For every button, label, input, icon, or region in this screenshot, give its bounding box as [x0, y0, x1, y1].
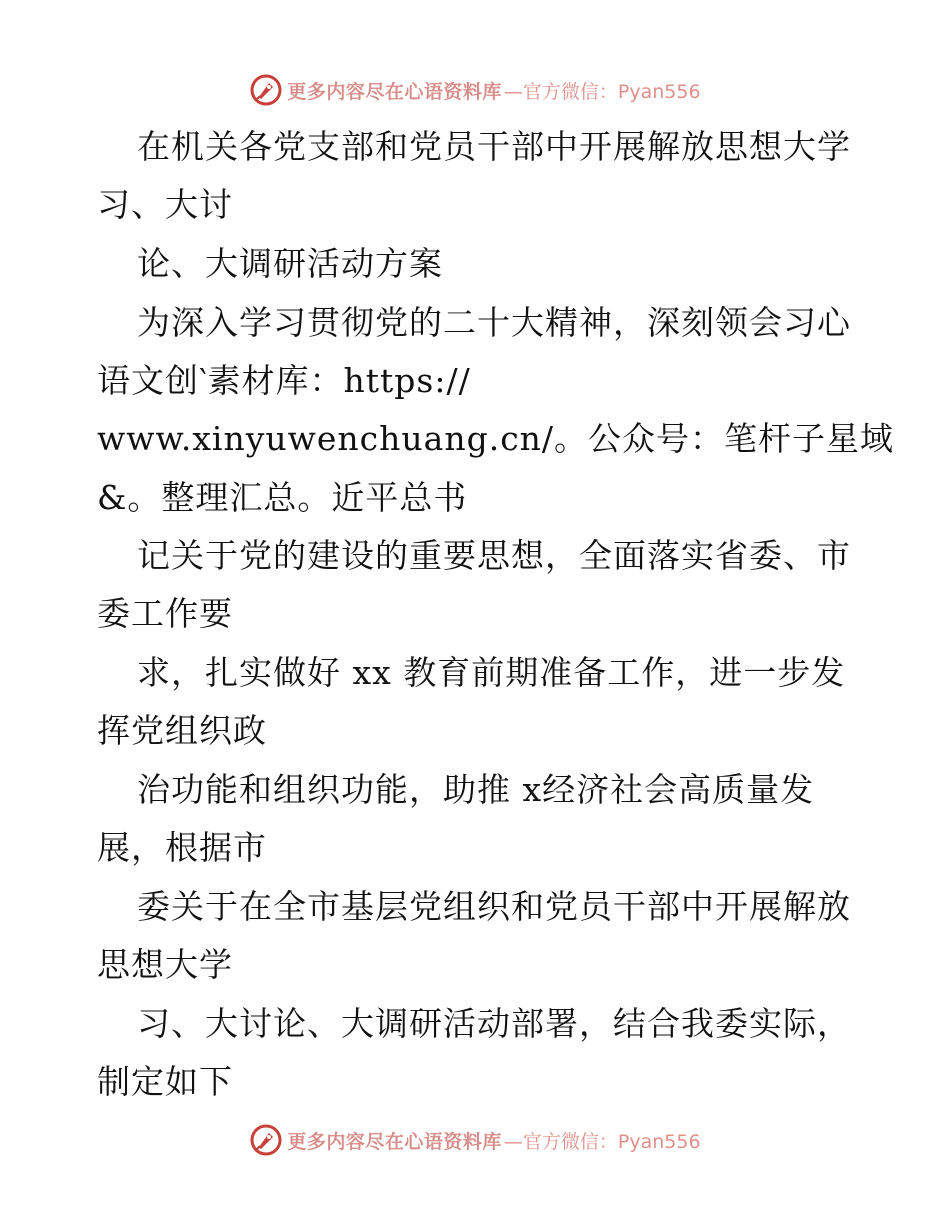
- body-line: www.xinyuwenchuang.cn/。公众号：笔杆子星域: [97, 419, 895, 458]
- watermark-sub-text: —官方微信：Pyan556: [503, 80, 701, 103]
- body-line: 思想大学: [97, 945, 233, 984]
- body-line: 习、大讨: [97, 185, 233, 224]
- body-line: 展，根据市: [97, 828, 267, 867]
- body-line: 挥党组织政: [97, 711, 267, 750]
- header-watermark: [0, 70, 950, 110]
- body-line: 在机关各党支部和党员干部中开展解放思想大学: [137, 127, 851, 166]
- watermark-main-text: 更多内容尽在心语资料库: [287, 80, 502, 103]
- footer-watermark: [0, 1120, 950, 1160]
- body-line: 语文创‵素材库：https://: [97, 361, 471, 400]
- body-line: &。整理汇总。近平总书: [97, 478, 468, 517]
- body-line: 习、大讨论、大调研活动部署，结合我委实际，: [137, 1004, 851, 1043]
- body-line: 论、大调研活动方案: [137, 244, 443, 283]
- body-line: 制定如下: [97, 1062, 233, 1101]
- body-line: 求，扎实做好 xx 教育前期准备工作，进一步发: [137, 653, 846, 692]
- pen-nib-logo-icon: [249, 73, 283, 107]
- body-line: 治功能和组织功能，助推 x经济社会高质量发: [137, 770, 815, 809]
- body-line: 委关于在全市基层党组织和党员干部中开展解放: [137, 887, 851, 926]
- watermark-sub-text: —官方微信：Pyan556: [503, 1130, 701, 1153]
- body-line: 记关于党的建设的重要思想，全面落实省委、市: [137, 536, 851, 575]
- body-line: 委工作要: [97, 594, 233, 633]
- watermark-main-text: 更多内容尽在心语资料库: [287, 1130, 502, 1153]
- body-line: 为深入学习贯彻党的二十大精神，深刻领会习心: [137, 303, 851, 342]
- pen-nib-logo-icon: [249, 1123, 283, 1157]
